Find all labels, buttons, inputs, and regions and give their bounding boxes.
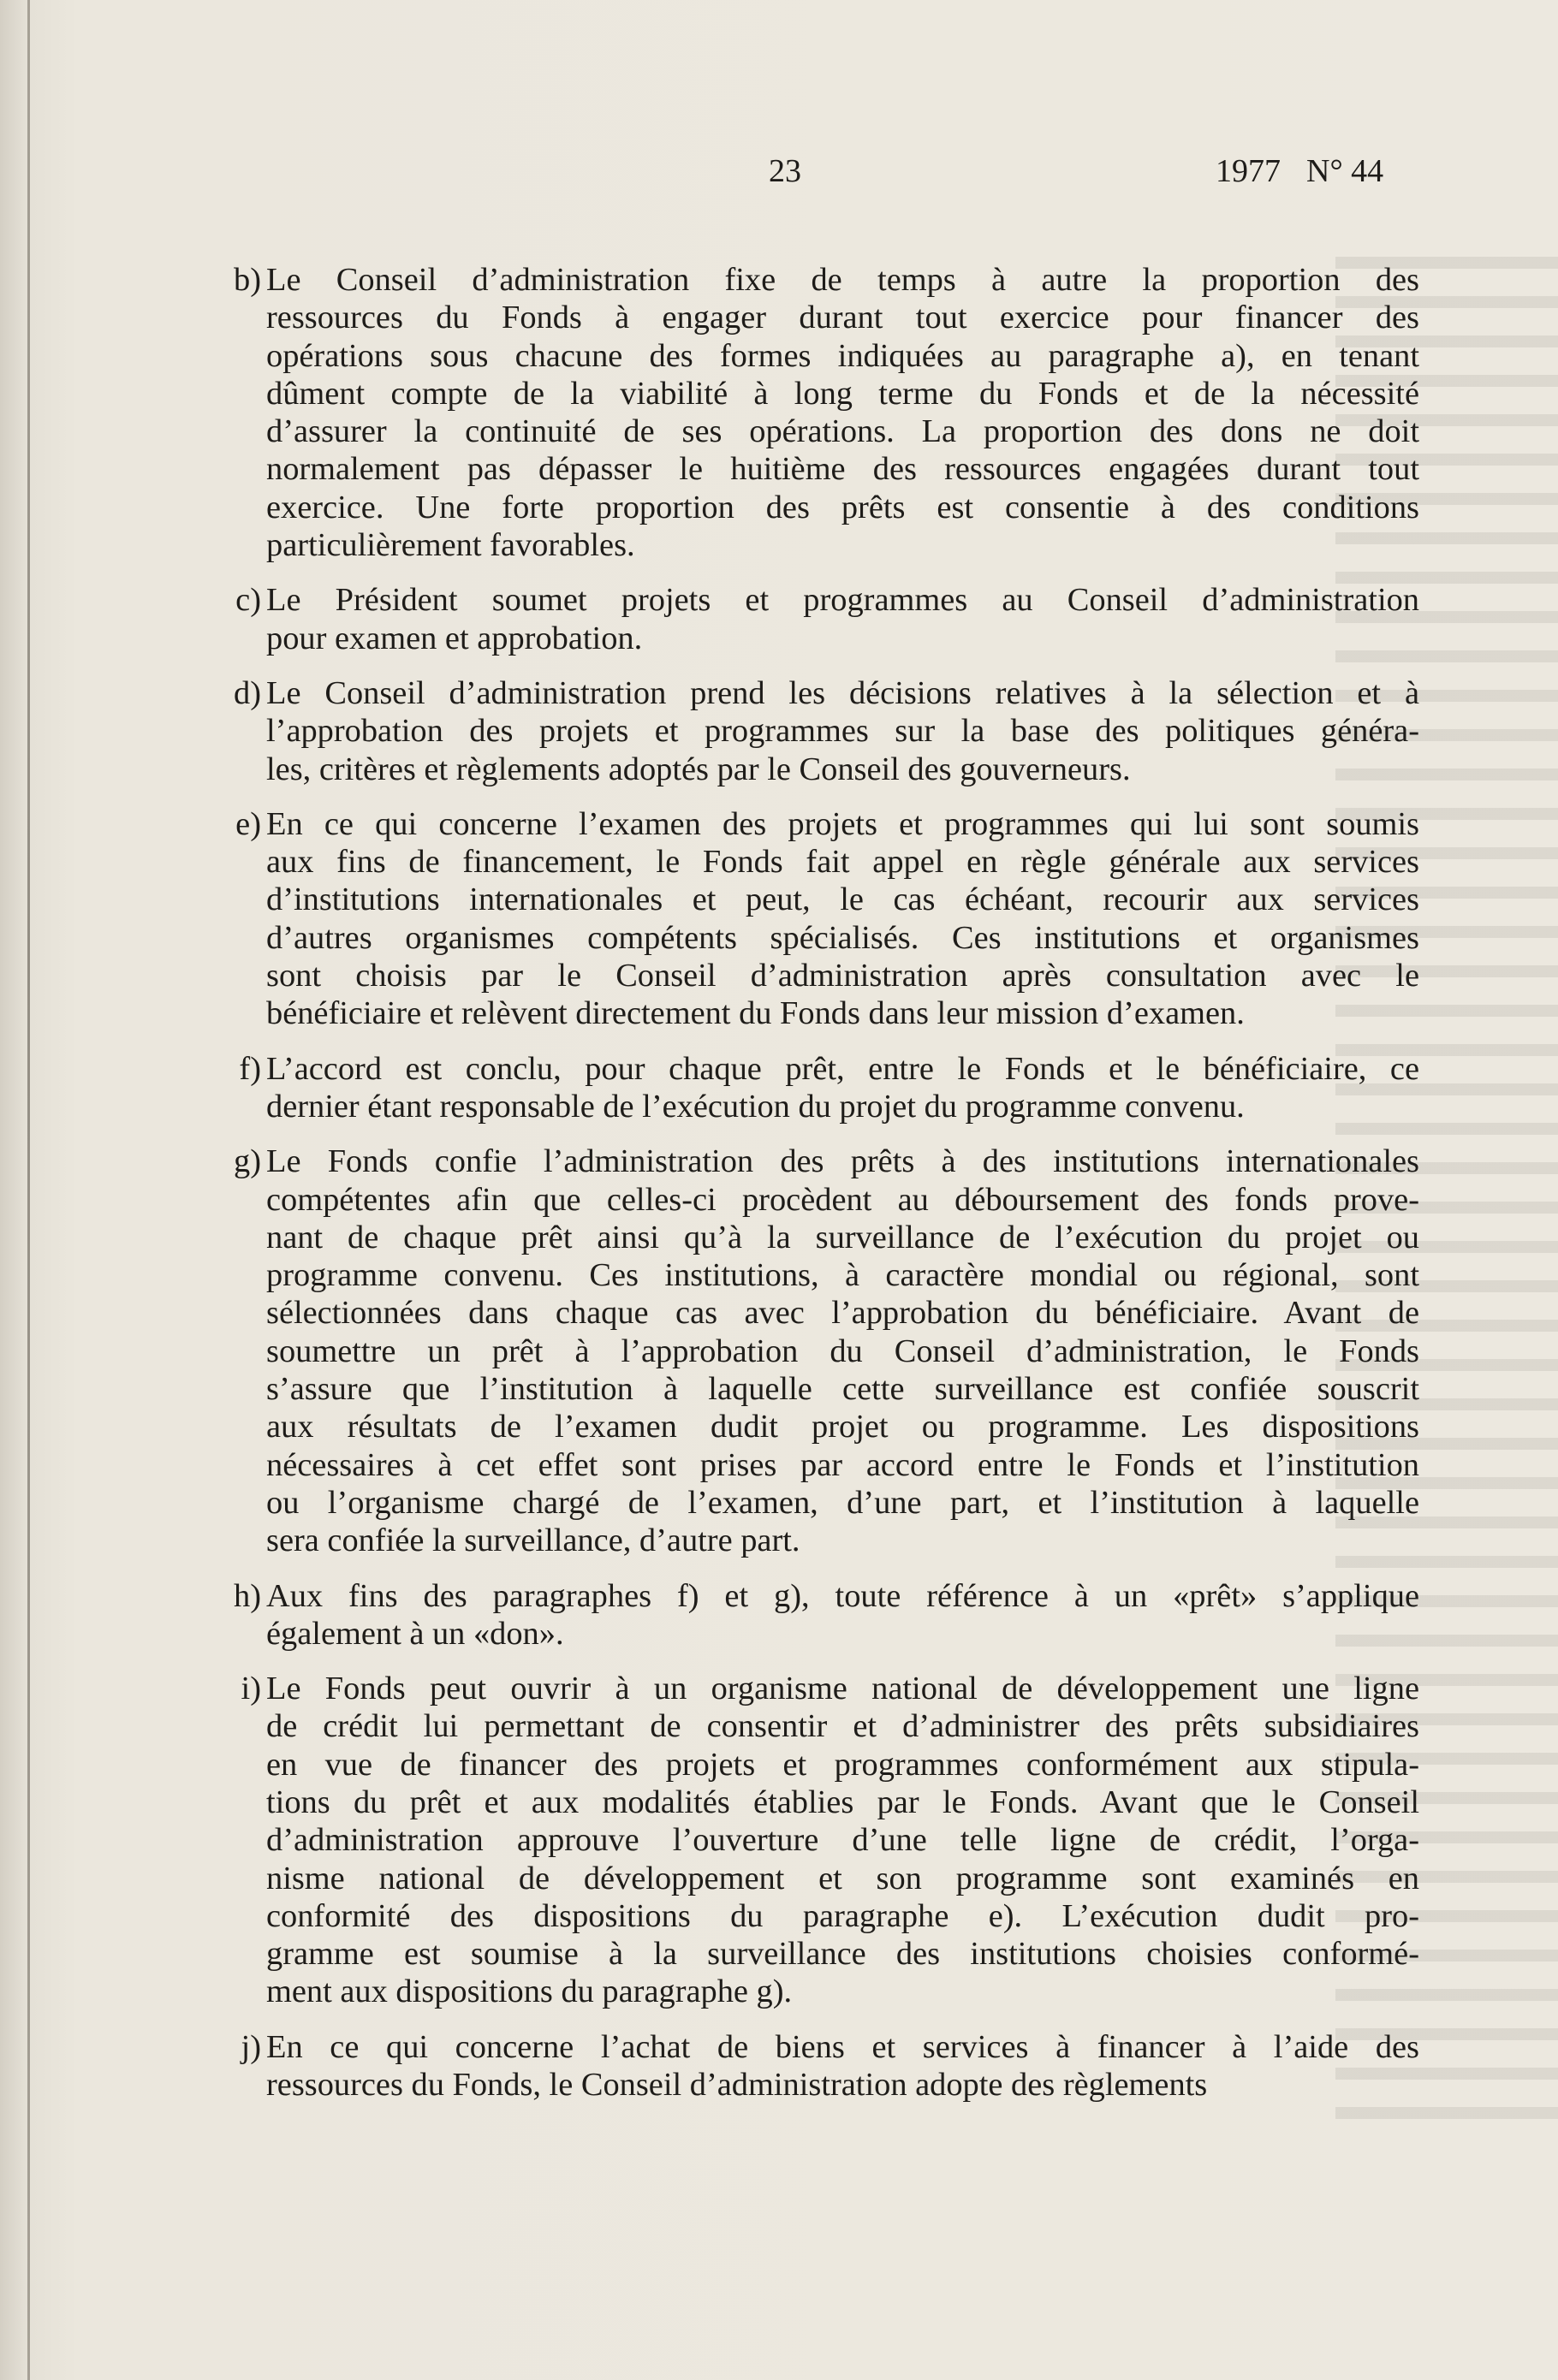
paragraph-line: d’institutions internationales et peut, le cas échéant, recourir aux services: [266, 881, 1419, 918]
paragraph-item: [218, 1143, 1419, 1559]
paragraph-line: d’autres organismes compétents spécialisés. Ces institutions et organismes: [266, 919, 1419, 956]
paragraph-item: [218, 674, 1419, 788]
paragraph-line: nant de chaque prêt ainsi qu’à la surveillance de l’exécution du projet ou: [266, 1219, 1419, 1255]
paragraph-line: les, critères et règlements adoptés par le Conseil des gouverneurs.: [266, 751, 1131, 787]
paragraph-line: aux fins de financement, le Fonds fait appel en règle générale aux services: [266, 844, 1419, 881]
page-number: 23: [769, 153, 801, 189]
paragraph-line: en vue de financer des projets et programmes conformément aux stipula-: [266, 1746, 1419, 1783]
paragraph-item: [218, 1577, 1419, 1653]
paragraph-line: également à un «don».: [266, 1615, 564, 1652]
paragraph-line: aux résultats de l’examen dudit projet ou programme. Les dispositions: [266, 1409, 1419, 1445]
paragraph-line: programme convenu. Ces institutions, à caractère mondial ou régional, sont: [266, 1257, 1419, 1294]
paragraph-line: l’approbation des projets et programmes sur la base des politiques généra-: [266, 713, 1419, 750]
paragraph-line: dûment compte de la viabilité à long terme du Fonds et de la nécessité: [266, 375, 1419, 412]
paragraph-line: Le Conseil d’administration prend les décisions relatives à la sélection et à: [266, 674, 1419, 711]
document-number: N° 44: [1306, 153, 1384, 189]
paragraph-item: [218, 261, 1419, 564]
paragraph-line: Le Fonds peut ouvrir à un organisme national de développement une ligne: [266, 1671, 1419, 1707]
paragraph-line: d’administration approuve l’ouverture d’une telle ligne de crédit, l’orga-: [266, 1822, 1419, 1859]
paragraph-line: de crédit lui permettant de consentir et d’administrer des prêts subsidiaires: [266, 1708, 1419, 1745]
paragraph-line: opérations sous chacune des formes indiquées au paragraphe a), en tenant: [266, 337, 1419, 374]
paragraph-item: [218, 1670, 1419, 2011]
paragraph-line: ressources du Fonds à engager durant tout exercice pour financer des: [266, 300, 1419, 336]
paragraph-marker: b): [234, 262, 261, 298]
paragraph-line: d’assurer la continuité de ses opérations. La proportion des dons ne doit: [266, 413, 1419, 450]
paragraph-line: dernier étant responsable de l’exécution du projet du programme convenu.: [266, 1088, 1245, 1125]
paragraph-marker: c): [235, 582, 261, 619]
paragraph-line: L’accord est conclu, pour chaque prêt, entre le Fonds et le bénéficiaire, ce: [266, 1050, 1419, 1087]
paragraph-line: conformité des dispositions du paragraphe e). L’exécution dudit pro-: [266, 1897, 1419, 1934]
paragraph-line: ment aux dispositions du paragraphe g).: [266, 1973, 793, 2010]
document-year: 1977: [1216, 153, 1281, 189]
paragraph-line: En ce qui concerne l’achat de biens et services à financer à l’aide des: [266, 2028, 1419, 2065]
paragraph-line: nécessaires à cet effet sont prises par accord entre le Fonds et l’institution: [266, 1446, 1419, 1483]
paragraph-marker: i): [241, 1671, 261, 1707]
paragraph-line: sont choisis par le Conseil d’administration après consultation avec le: [266, 958, 1419, 994]
paragraph-line: Le Fonds confie l’administration des prêts à des institutions internationales: [266, 1143, 1419, 1180]
paragraph-line: exercice. Une forte proportion des prêts est consentie à des conditions: [266, 489, 1419, 525]
paragraph-line: tions du prêt et aux modalités établies par le Fonds. Avant que le Conseil: [266, 1784, 1419, 1820]
paragraph-marker: j): [241, 2028, 261, 2065]
paragraph-line: normalement pas dépasser le huitième des ressources engagées durant tout: [266, 451, 1419, 488]
paragraph-line: Aux fins des paragraphes f) et g), toute référence à un «prêt» s’applique: [266, 1577, 1419, 1614]
document-reference: [1216, 152, 1383, 190]
paragraph-line: En ce qui concerne l’examen des projets et programmes qui lui sont soumis: [266, 805, 1419, 842]
paragraph-marker: f): [239, 1050, 261, 1087]
paragraph-line: gramme est soumise à la surveillance des institutions choisies conformé-: [266, 1936, 1419, 1973]
paragraph-line: bénéficiaire et relèvent directement du Fonds dans leur mission d’examen.: [266, 995, 1245, 1032]
paragraph-marker: h): [234, 1577, 261, 1614]
paragraph-line: s’assure que l’institution à laquelle cette surveillance est confiée souscrit: [266, 1371, 1419, 1408]
paragraph-item: [218, 1050, 1419, 1126]
paragraph-line: ou l’organisme chargé de l’examen, d’une part, et l’institution à laquelle: [266, 1484, 1419, 1521]
paragraph-item: [218, 581, 1419, 657]
paragraph-line: compétentes afin que celles-ci procèdent au déboursement des fonds prove-: [266, 1181, 1419, 1218]
paragraph-marker: e): [235, 805, 261, 842]
paragraph-item: [218, 2028, 1419, 2104]
paragraph-line: nisme national de développement et son programme sont examinés en: [266, 1860, 1419, 1896]
paragraph-line: soumettre un prêt à l’approbation du Conseil d’administration, le Fonds: [266, 1332, 1419, 1369]
paragraph-line: pour examen et approbation.: [266, 620, 643, 656]
paragraph-line: sera confiée la surveillance, d’autre part.: [266, 1522, 800, 1559]
paragraph-marker: g): [234, 1143, 261, 1180]
paragraph-item: [218, 805, 1419, 1033]
page-header: [0, 152, 1558, 204]
binding-edge: [27, 0, 30, 2380]
paragraph-line: particulièrement favorables.: [266, 527, 635, 564]
paragraph-line: Le Conseil d’administration fixe de temps à autre la proportion des: [266, 262, 1419, 298]
paragraph-line: Le Président soumet projets et programmes au Conseil d’administration: [266, 582, 1419, 619]
document-body: [218, 261, 1419, 2121]
paragraph-marker: d): [234, 674, 261, 711]
paragraph-line: ressources du Fonds, le Conseil d’administration adopte des règlements: [266, 2067, 1208, 2104]
paragraph-line: sélectionnées dans chaque cas avec l’approbation du bénéficiaire. Avant de: [266, 1295, 1419, 1332]
